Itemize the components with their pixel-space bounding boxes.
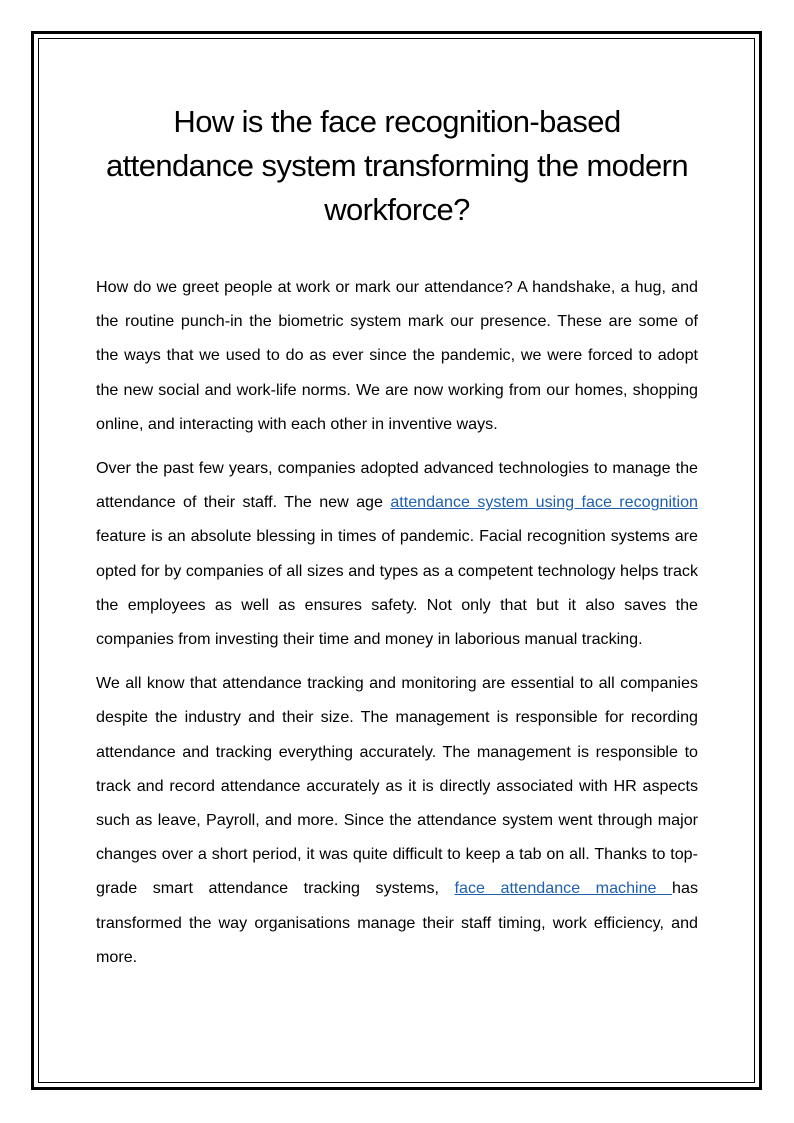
document-title: How is the face recognition-based attendance system transforming the modern workforce? — [106, 104, 688, 227]
paragraph-technology — [96, 451, 698, 656]
paragraph-intro — [96, 270, 698, 441]
paragraph-text-after-link: feature is an absolute blessing in times of pandemic. Facial recognition systems are opted for by companies of all sizes and types as a competent technology helps track the employees as well as ensures safety. Not only that but it also saves the companies from investing their time and money in laborious manual tracking. — [96, 527, 698, 649]
paragraph-text-before-link: We all know that attendance tracking and monitoring are essential to all companies despite the industry and their size. The management is responsible for recording attendance and tracking everything accurately. The management is responsible to track and record attendance accurately as it is directly associated with HR aspects such as leave, Payroll, and more. Since the attendance system went through major changes over a short period, it was quite difficult to keep a tab on all. Thanks to top-grade smart attendance tracking systems, — [96, 674, 698, 898]
paragraph-text-before-link: Over the past few years, companies adopted advanced technologies to manage the attendance of their staff. The new age — [96, 459, 698, 512]
paragraph-management — [96, 666, 698, 974]
paragraph-text-after-link: has transformed the way organisations manage their staff timing, work efficiency, and more. — [96, 879, 698, 966]
document-body — [96, 100, 698, 984]
face-attendance-machine-link[interactable]: face attendance machine — [454, 879, 673, 898]
attendance-system-face-recognition-link[interactable]: attendance system using face recognition — [390, 493, 698, 512]
paragraph-text: How do we greet people at work or mark our attendance? A handshake, a hug, and the routine punch-in the biometric system mark our presence. These are some of the ways that we used to do as ever since the pandemic, we were forced to adopt the new social and work-life norms. We are now working from our homes, shopping online, and interacting with each other in inventive ways. — [96, 278, 698, 433]
